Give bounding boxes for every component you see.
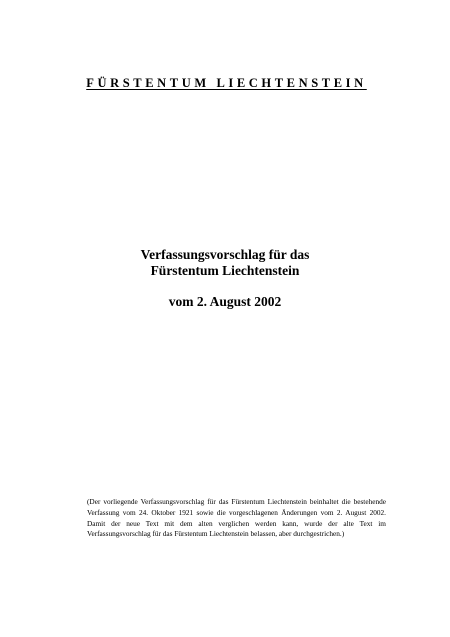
document-date: vom 2. August 2002 xyxy=(168,294,282,309)
title-line-1: Verfassungsvorschlag für das xyxy=(140,247,310,262)
title-line-2: Fürstentum Liechtenstein xyxy=(150,263,300,278)
explanatory-note: (Der vorliegende Verfassungsvorschlag für das Fürstentum Liechtenstein beinhaltet die bestehende Verfassung vom 24. Oktober 1921 sowie die vorgeschlagenen Änderungen vom 2. August 2002. Damit der neue Text mit dem alten verglichen werden kann, wurde der alte Text im Verfassungsvorschlag für das Fürstentum Liechtenstein belassen, aber durchgestrichen.) xyxy=(87,497,386,539)
country-heading: FÜRSTENTUM LIECHTENSTEIN xyxy=(86,76,367,90)
document-title xyxy=(0,247,450,279)
